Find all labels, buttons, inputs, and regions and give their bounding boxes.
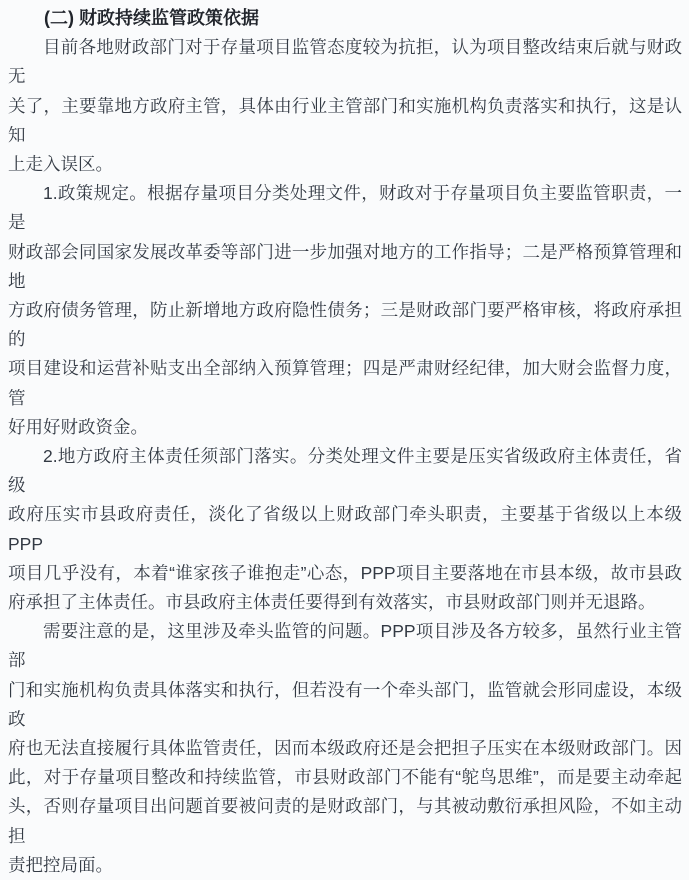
text-line: 府也无法直接履行具体监管责任，因而本级政府还是会把担子压实在本级财政部门。因 — [8, 738, 682, 759]
text-line: 2.地方政府主体责任须部门落实。分类处理文件主要是压实省级政府主体责任，省级 — [8, 446, 682, 496]
text-line: 关了，主要靠地方政府主管，具体由行业主管部门和实施机构负责落实和执行，这是认知 — [8, 95, 682, 145]
text-line: 政府压实市县政府责任，淡化了省级以上财政部门牵头职责，主要基于省级以上本级PPP — [8, 504, 682, 554]
text-line: 门和实施机构负责具体落实和执行，但若没有一个牵头部门，监管就会形同虚设，本级政 — [8, 679, 682, 729]
text-line: 头，否则存量项目出问题首要被问责的是财政部门，与其被动敷衍承担风险，不如主动担 — [8, 796, 682, 846]
document-body — [8, 33, 682, 880]
text-line: 责把控局面。 — [8, 854, 113, 875]
paragraph — [8, 179, 682, 442]
text-line: 财政部会同国家发展改革委等部门进一步加强对地方的工作指导；二是严格预算管理和地 — [8, 241, 682, 291]
text-line: 府承担了主体责任。市县政府主体责任要得到有效落实，市县财政部门则并无退路。 — [8, 592, 656, 613]
text-line: 项目几乎没有，本着“谁家孩子谁抱走”心态，PPP项目主要落地在市县本级，故市县政 — [8, 562, 682, 583]
paragraph — [8, 33, 682, 179]
text-line: 此，对于存量项目整改和持续监管，市县财政部门不能有“鸵鸟思维”，而是要主动牵起 — [8, 767, 682, 788]
text-line: 方政府债务管理，防止新增地方政府隐性债务；三是财政部门要严格审核，将政府承担的 — [8, 300, 682, 350]
text-line: 项目建设和运营补贴支出全部纳入预算管理；四是严肃财经纪律，加大财会监督力度，管 — [8, 358, 682, 408]
paragraph — [8, 442, 682, 617]
paragraph — [8, 617, 682, 880]
text-line: 需要注意的是，这里涉及牵头监管的问题。PPP项目涉及各方较多，虽然行业主管部 — [8, 621, 682, 671]
text-line: 目前各地财政部门对于存量项目监管态度较为抗拒，认为项目整改结束后就与财政无 — [8, 37, 682, 87]
text-line: 1.政策规定。根据存量项目分类处理文件，财政对于存量项目负主要监管职责，一是 — [8, 183, 682, 233]
text-line: 好用好财政资金。 — [8, 416, 148, 437]
text-line: 上走入误区。 — [8, 154, 113, 175]
section-heading: (二) 财政持续监管政策依据 — [44, 8, 259, 28]
